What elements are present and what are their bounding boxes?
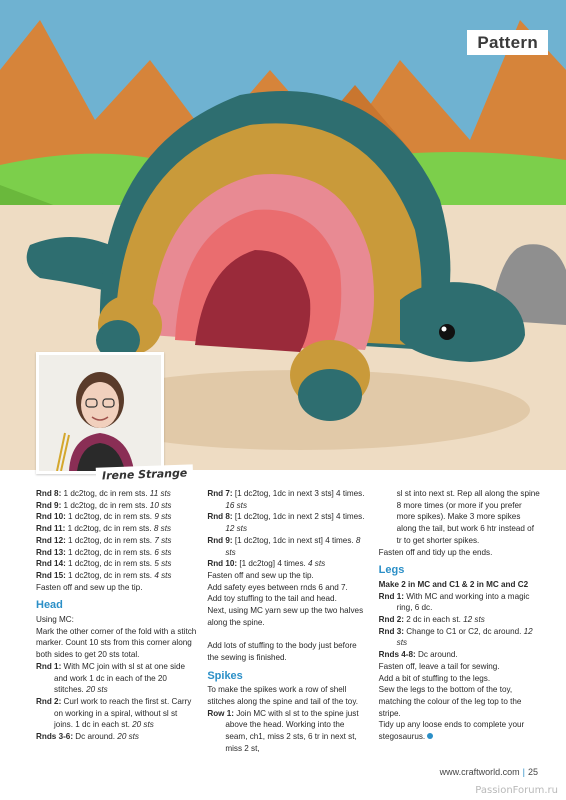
instruction-text: Add lots of stuffing to the body just before the sewing is finished. bbox=[207, 641, 357, 662]
pattern-row: Rnd 3: Change to C1 or C2, dc around. 12 sts bbox=[378, 626, 533, 648]
instruction-text: sl st into next st. Rep all along the spine 8 more times (or more if you prefer more spikes). Make 3 more spikes along the tail, but work 6 htr instead of tr to get shorter spikes. bbox=[396, 489, 540, 545]
instruction-text: Next, using MC yarn sew up the two halves along the spine. bbox=[207, 606, 364, 627]
instruction-text: Using MC: bbox=[36, 615, 74, 625]
pattern-row: Rnds 3-6: Dc around. 20 sts bbox=[36, 732, 139, 742]
watermark: PassionForum.ru bbox=[475, 785, 558, 796]
pattern-row: Rnd 15: 1 dc2tog, dc in rem sts. 4 sts bbox=[36, 570, 172, 580]
page-footer bbox=[440, 767, 538, 777]
pattern-row: Rnd 2: 2 dc in each st. 12 sts bbox=[378, 615, 485, 625]
pattern-row: Rnd 2: Curl work to reach the first st. Carry on working in a spiral, without sl st joins. 1 dc in each st. 20 sts bbox=[36, 696, 192, 730]
legs-subheading: Make 2 in MC and C1 & 2 in MC and C2 bbox=[378, 579, 529, 589]
designer-photo-illustration bbox=[39, 355, 161, 471]
instruction-text: Mark the other corner of the fold with a stitch marker. Count 10 sts from this corner along both sides to get 20 sts total. bbox=[36, 626, 197, 660]
section-heading-head: Head bbox=[36, 599, 63, 612]
instruction-text: To make the spikes work a row of shell stitches along the spine and tail of the toy. bbox=[207, 685, 359, 706]
pattern-row: Rnd 8: 1 dc2tog, dc in rem sts. 11 sts bbox=[36, 489, 171, 498]
pattern-row: Rnd 11: 1 dc2tog, dc in rem sts. 8 sts bbox=[36, 524, 172, 534]
pattern-row: Rnd 9: [1 dc2tog, 1dc in next st] 4 times. 8 sts bbox=[207, 535, 361, 557]
pattern-row: Rnd 13: 1 dc2tog, dc in rem sts. 6 sts bbox=[36, 547, 172, 557]
end-mark-icon bbox=[427, 733, 433, 739]
page-number: 25 bbox=[527, 767, 538, 777]
pattern-row: Rnd 9: 1 dc2tog, dc in rem sts. 10 sts bbox=[36, 500, 172, 510]
section-heading-legs: Legs bbox=[378, 564, 405, 577]
instruction-text: Fasten off, leave a tail for sewing. bbox=[378, 661, 500, 671]
pattern-row: Rnd 8: [1 dc2tog, 1dc in next 2 sts] 4 times. 12 sts bbox=[207, 512, 365, 534]
instruction-text: Add a bit of stuffing to the legs. bbox=[378, 673, 491, 683]
instruction-text: Fasten off and tidy up the ends. bbox=[378, 547, 493, 557]
column-2 bbox=[207, 488, 368, 754]
instruction-text: Tidy up any loose ends to complete your stegosaurus. bbox=[378, 720, 525, 742]
instruction-text: Fasten off and sew up the tip. bbox=[207, 570, 314, 580]
pattern-row: Rnd 14: 1 dc2tog, dc in rem sts. 5 sts bbox=[36, 559, 172, 569]
pattern-row: Rnd 10: [1 dc2tog] 4 times. 4 sts bbox=[207, 559, 326, 569]
instruction-text: Fasten off and sew up the tip. bbox=[36, 582, 143, 592]
pattern-row: Rnd 12: 1 dc2tog, dc in rem sts. 7 sts bbox=[36, 535, 172, 545]
designer-name-caption: Irene Strange bbox=[96, 464, 194, 484]
instruction-text: Sew the legs to the bottom of the toy, matching the colour of the leg top to the stripe. bbox=[378, 685, 522, 718]
instruction-text: Add safety eyes between rnds 6 and 7. bbox=[207, 582, 348, 592]
pattern-row: Rnd 1: With MC and working into a magic ring, 6 dc. bbox=[378, 591, 530, 613]
pattern-columns bbox=[36, 488, 540, 754]
column-1 bbox=[36, 488, 197, 754]
pattern-row: Rnd 7: [1 dc2tog, 1dc in next 3 sts] 4 times. 16 sts bbox=[207, 489, 365, 510]
designer-portrait bbox=[36, 352, 164, 474]
footer-separator: | bbox=[522, 767, 525, 777]
column-3 bbox=[379, 488, 540, 754]
instruction-text: Add toy stuffing to the tail and head. bbox=[207, 594, 337, 604]
site-url[interactable]: www.craftworld.com bbox=[439, 767, 520, 777]
pattern-row: Rnd 1: With MC join with sl st at one side and work 1 dc in each of the 20 stitches. 20 sts bbox=[36, 661, 186, 695]
section-tag: Pattern bbox=[467, 30, 548, 55]
pattern-row: Rnd 10: 1 dc2tog, dc in rem sts. 9 sts bbox=[36, 512, 172, 522]
pattern-row: Rnds 4-8: Dc around. bbox=[378, 650, 458, 660]
section-heading-spikes: Spikes bbox=[207, 669, 243, 682]
pattern-row: Row 1: Join MC with sl st to the spine just above the head. Working into the seam, ch1, miss 2 sts, 6 tr in next st, miss 2 st, bbox=[207, 708, 359, 753]
